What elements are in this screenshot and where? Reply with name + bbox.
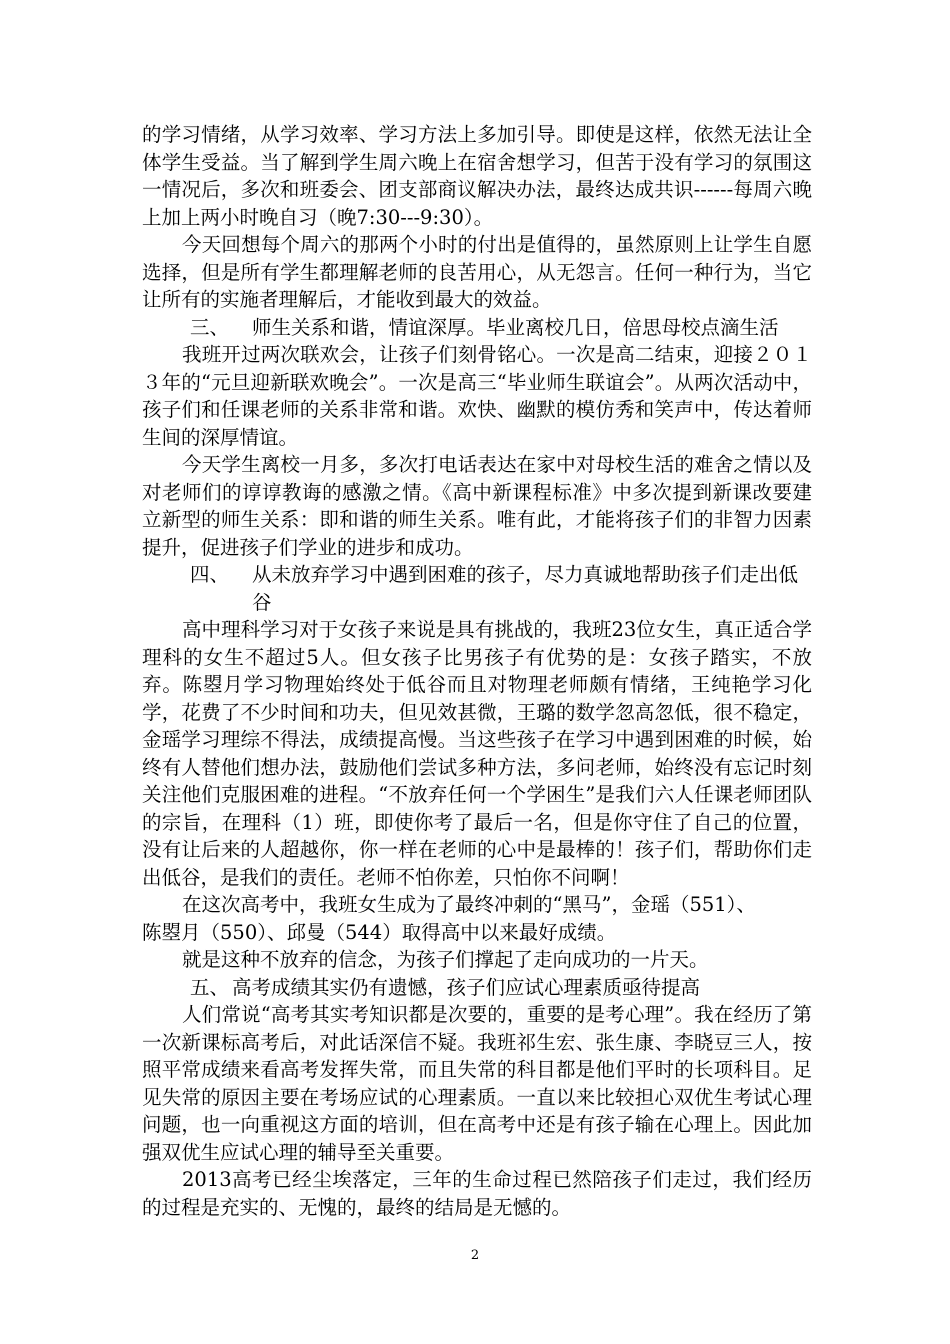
section-title: 师生关系和谐，情谊深厚。毕业离校几日，倍思母校点滴生活 <box>252 315 779 339</box>
section-title: 高考成绩其实仍有遗憾，孩子们应试心理素质亟待提高 <box>232 975 701 999</box>
section-heading <box>142 974 812 1002</box>
section-number: 三、 <box>190 315 230 339</box>
paragraph: 的学习情绪，从学习效率、学习方法上多加引导。即使是这样，依然无法让全体学生受益。当了解到学生周六晚上在宿舍想学习，但苦于没有学习的氛围这一情况后，多次和班委会、团支部商议解决办法，最终达成共识------每周六晚上加上两小时晚自习（晚7:30---9:30）。 <box>142 123 812 229</box>
paragraph: 就是这种不放弃的信念，为孩子们撑起了走向成功的一片天。 <box>182 948 709 971</box>
document-body <box>142 121 812 1221</box>
paragraph: 高中理科学习对于女孩子来说是具有挑战的，我班23位女生，真正适合学理科的女生不超过5人。但女孩子比男孩子有优势的是：女孩子踏实，不放弃。陈曌月学习物理始终处于低谷而且对物理老师颇有情绪，王纯艳学习化学，花费了不少时间和功夫，但见效甚微，王璐的数学忽高忽低，很不稳定，金瑶学习理综不得法，成绩提高慢。当这些孩子在学习中遇到困难的时候，始终有人替他们想办法，鼓励他们尝试多种方法，多问老师，始终没有忘记时刻关注他们克服困难的进程。“不放弃任何一个学困生”是我们六人任课老师团队的宗旨，在理科（1）班，即使你考了最后一名，但是你守住了自己的位置，没有让后来的人超越你，你一样在老师的心中是最棒的！孩子们，帮助你们走出低谷，是我们的责任。老师不怕你差，只怕你不问啊！ <box>142 618 812 889</box>
section-number: 四、 <box>190 563 230 586</box>
section-heading <box>142 561 812 616</box>
section-title: 从未放弃学习中遇到困难的孩子，尽力真诚地帮助孩子们走出低谷 <box>252 563 799 614</box>
paragraph: 我班开过两次联欢会，让孩子们刻骨铭心。一次是高二结束，迎接２０１３年的“元旦迎新联欢晚会”。一次是高三“毕业师生联谊会”。从两次活动中，孩子们和任课老师的关系非常和谐。欢快、幽默的模仿秀和笑声中，传达着师生间的深厚情谊。 <box>142 343 812 449</box>
paragraph: 2013高考已经尘埃落定，三年的生命过程已然陪孩子们走过，我们经历的过程是充实的、无愧的，最终的结局是无憾的。 <box>142 1168 812 1219</box>
section-number: 五、 <box>190 975 230 999</box>
paragraph: 在这次高考中，我班女生成为了最终冲刺的“黑马”，金瑶（551）、 <box>182 893 756 916</box>
paragraph: 今天回想每个周六的那两个小时的付出是值得的，虽然原则上让学生自愿选择，但是所有学生都理解老师的良苦用心，从无怨言。任何一种行为，当它让所有的实施者理解后，才能收到最大的效益。 <box>142 233 812 311</box>
paragraph: 人们常说“高考其实考知识都是次要的，重要的是考心理”。我在经历了第一次新课标高考后，对此话深信不疑。我班祁生宏、张生康、李晓豆三人，按照平常成绩来看高考发挥失常，而且失常的科目都是他们平时的长项科目。足见失常的原因主要在考场应试的心理素质。一直以来比较担心双优生考试心理问题，也一向重视这方面的培训，但在高考中还是有孩子输在心理上。因此加强双优生应试心理的辅导至关重要。 <box>142 1003 812 1164</box>
paragraph: 陈曌月（550）、邱曼（544）取得高中以来最好成绩。 <box>142 920 617 944</box>
section-heading <box>142 314 812 342</box>
paragraph: 今天学生离校一月多，多次打电话表达在家中对母校生活的难舍之情以及对老师们的谆谆教诲的感激之情。《高中新课程标准》中多次提到新课改要建立新型的师生关系：即和谐的师生关系。唯有此，才能将孩子们的非智力因素提升，促进孩子们学业的进步和成功。 <box>142 453 812 559</box>
page-number: 2 <box>470 1248 480 1263</box>
